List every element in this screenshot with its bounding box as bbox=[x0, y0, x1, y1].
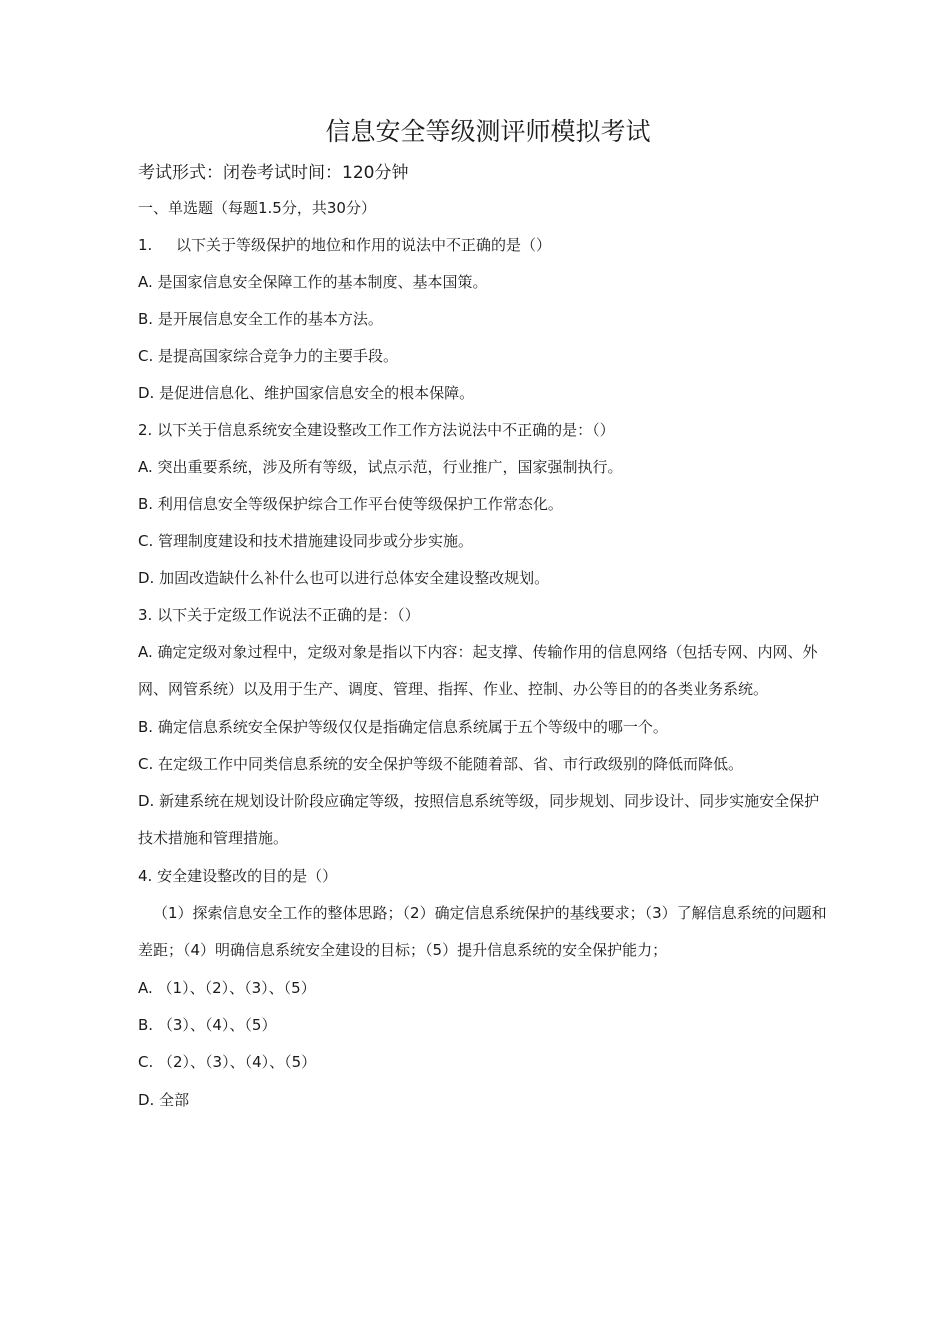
question-1-option-d: D. 是促进信息化、维护国家信息安全的根本保障。 bbox=[138, 384, 475, 402]
question-4-context: （1）探索信息安全工作的整体思路；（2）确定信息系统保护的基线要求；（3）了解信息系统的问题和差距；（4）明确信息系统安全建设的目标；（5）提升信息系统的安全保护能力； bbox=[138, 904, 827, 959]
question-1-option-a: A. 是国家信息安全保障工作的基本制度、基本国策。 bbox=[138, 273, 488, 291]
question-2-stem: 2. 以下关于信息系统安全建设整改工作工作方法说法中不正确的是：（） bbox=[138, 421, 615, 439]
question-2-option-b: B. 利用信息安全等级保护综合工作平台使等级保护工作常态化。 bbox=[138, 495, 563, 513]
question-4-stem: 4. 安全建设整改的目的是（） bbox=[138, 867, 338, 885]
question-3-option-b: B. 确定信息系统安全保护等级仅仅是指确定信息系统属于五个等级中的哪一个。 bbox=[138, 718, 668, 736]
question-4-option-d: D. 全部 bbox=[138, 1091, 190, 1109]
document-page bbox=[138, 112, 828, 1125]
exam-info: 考试形式：闭卷考试时间：120分钟 bbox=[138, 163, 409, 183]
question-1-number: 1. bbox=[138, 236, 153, 254]
question-1-option-b: B. 是开展信息安全工作的基本方法。 bbox=[138, 310, 383, 328]
question-4-option-b: B. （3）、（4）、（5） bbox=[138, 1016, 277, 1034]
document-title: 信息安全等级测评师模拟考试 bbox=[325, 117, 651, 146]
question-2-option-d: D. 加固改造缺什么补什么也可以进行总体安全建设整改规划。 bbox=[138, 569, 550, 587]
question-2-option-c: C. 管理制度建设和技术措施建设同步或分步实施。 bbox=[138, 532, 474, 550]
section-heading: 一、单选题（每题1.5分，共30分） bbox=[138, 199, 376, 217]
question-1-option-c: C. 是提高国家综合竞争力的主要手段。 bbox=[138, 347, 399, 365]
question-3-option-c: C. 在定级工作中同类信息系统的安全保护等级不能随着部、省、市行政级别的降低而降低。 bbox=[138, 755, 744, 773]
question-3-stem: 3. 以下关于定级工作说法不正确的是：（） bbox=[138, 606, 420, 624]
question-3-option-d: D. 新建系统在规划设计阶段应确定等级，按照信息系统等级，同步规划、同步设计、同步实施安全保护技术措施和管理措施。 bbox=[138, 792, 820, 847]
question-3-option-a: A. 确定定级对象过程中，定级对象是指以下内容：起支撑、传输作用的信息网络（包括专网、内网、外网、网管系统）以及用于生产、调度、管理、指挥、作业、控制、办公等目的的各类业务系统。 bbox=[138, 643, 818, 698]
question-4-option-c: C. （2）、（3）、（4）、（5） bbox=[138, 1053, 317, 1071]
question-2-option-a: A. 突出重要系统，涉及所有等级，试点示范，行业推广，国家强制执行。 bbox=[138, 458, 623, 476]
question-1-text: 以下关于等级保护的地位和作用的说法中不正确的是（） bbox=[176, 236, 552, 254]
question-4-option-a: A. （1）、（2）、（3）、（5） bbox=[138, 979, 316, 997]
question-1-stem bbox=[138, 233, 828, 257]
